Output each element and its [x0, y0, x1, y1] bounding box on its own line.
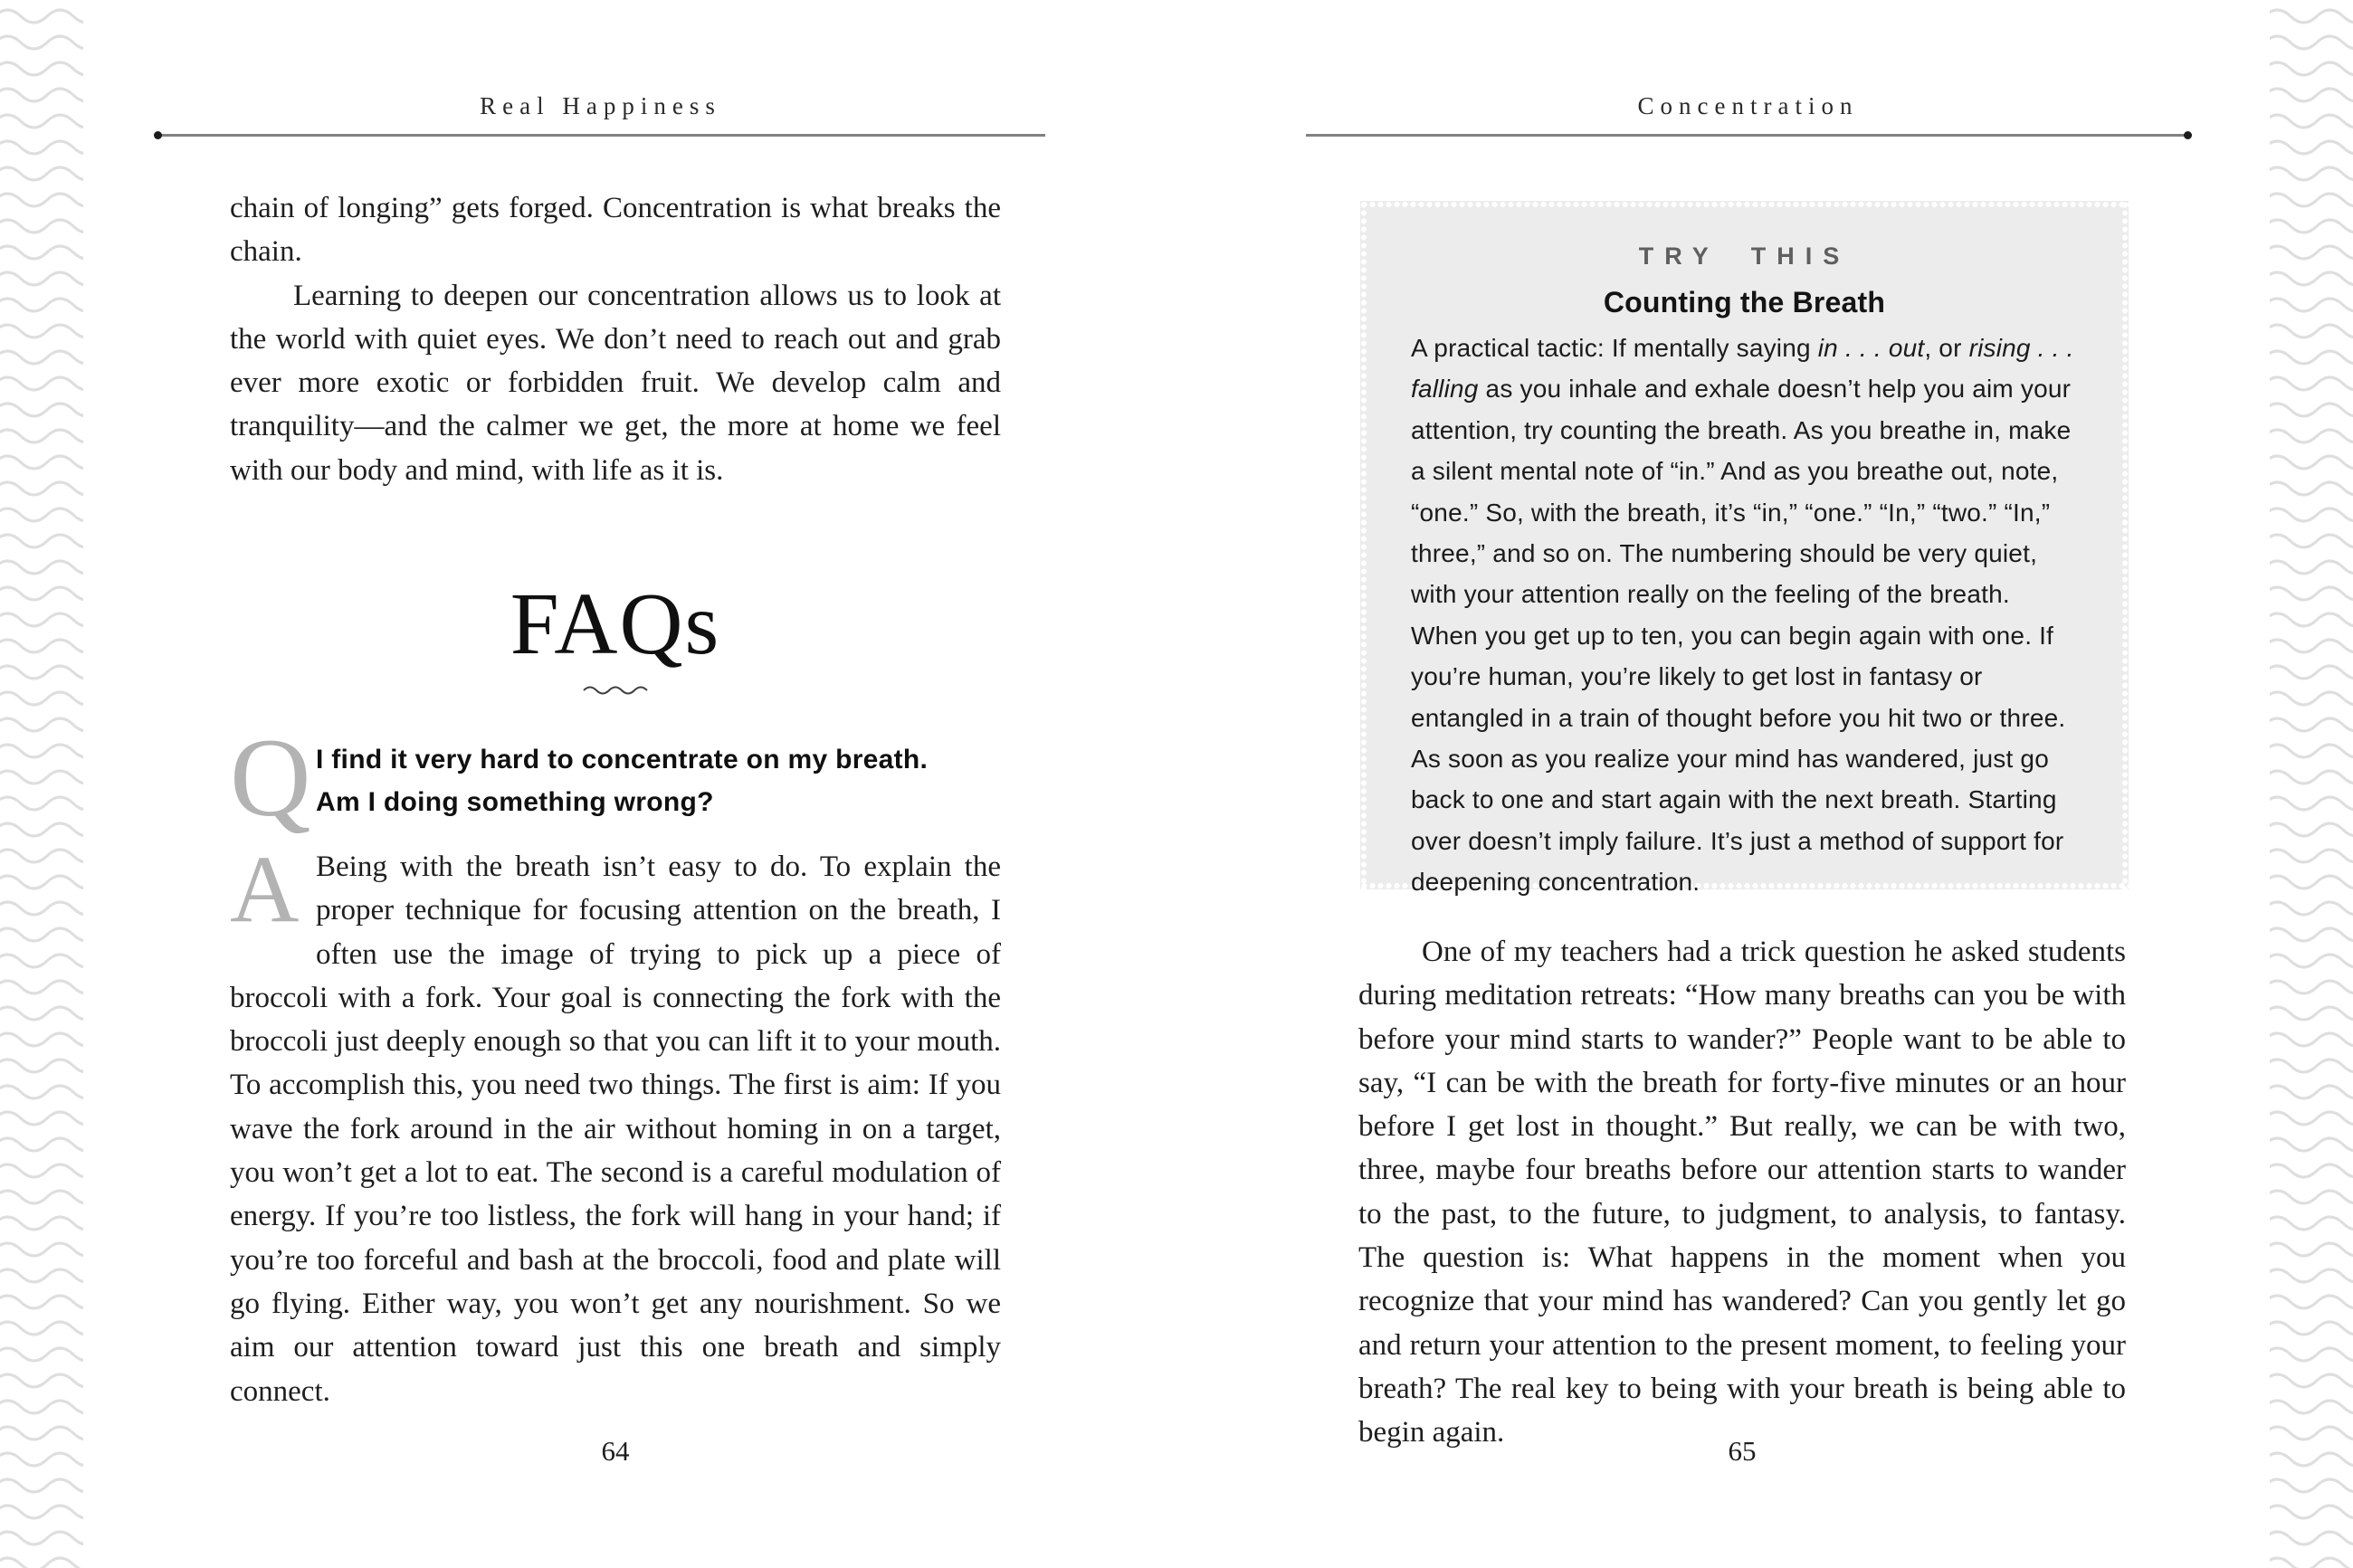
running-head-right: Concentration	[1637, 92, 1859, 119]
rule-end-dot-left	[154, 131, 162, 139]
faq-heading: FAQs	[510, 575, 721, 672]
page-number-left: 64	[601, 1435, 630, 1467]
paragraph-learning: Learning to deepen our concentration allows us to look at the world with quiet eyes. We don’t need to reach out and grab ever more exotic or forbidden fruit. We develop calm and tranquility—and the calmer we get, the more at home we feel with our body and mind, with life as it is.	[230, 279, 1001, 487]
question-text	[230, 716, 1044, 840]
try-this-label: TRY THIS	[1638, 242, 1851, 270]
left-body-text	[230, 186, 1001, 492]
paragraph-continued: chain of longing” gets forged. Concentration is what breaks the chain.	[230, 192, 1001, 269]
try-this-title: Counting the Breath	[1603, 286, 1886, 318]
answer-text: Being with the breath isn’t easy to do. To explain the proper technique for focusing attention on the breath, I often use the image of trying to pick up a piece of broccoli with a fork. Your goal is connecting the fork with the broccoli just deeply enough so that you can lift it to your mouth. To accomplish this, you need two things. The first is aim: If you wave the fork around in the air without homing in on a target, you won’t get a lot to eat. The second is a careful modulation of energy. If you’re too listless, the fork will hang in your hand; if you’re too forceful and bash at the broccoli, food and plate will go flying. Either way, you won’t get any nourishment. So we aim our attention toward just this one breath and simply connect.	[230, 851, 1001, 1408]
question-line: Am I doing something wrong?	[316, 787, 714, 817]
question-line: I find it very hard to concentrate on my breath.	[316, 745, 929, 774]
head-rule-right	[1306, 134, 2190, 137]
wave-pattern-right	[2270, 0, 2353, 1568]
faq-question-block	[230, 716, 1044, 840]
faq-answer-block	[230, 836, 1001, 1413]
left-page	[156, 0, 1045, 1568]
running-head-left: Real Happiness	[480, 92, 721, 119]
question-dropcap: Q	[230, 716, 311, 840]
page-number-right: 65	[1728, 1435, 1757, 1467]
rule-end-dot-right	[2184, 131, 2192, 139]
try-this-box	[1360, 201, 2129, 897]
right-page	[1306, 0, 2190, 1568]
head-rule-left	[156, 134, 1045, 137]
faq-squiggle-ornament-icon	[230, 684, 1001, 701]
right-body-text: One of my teachers had a trick question he asked students during meditation retreats: “How many breaths can you be with before your mind starts to wander?” People want to be able to say, “I can be with the breath for forty-five minutes or an hour before I get lost in thought.” But really, we can be with two, three, maybe four breaths before our attention starts to wander to the past, to the future, to judgment, to analysis, to fantasy. The question is: What happens in the moment when you recognize that your mind has wandered? Can you gently let go and return your attention to the present moment, to feeling your breath? The real key to being with your breath is being able to begin again.	[1358, 936, 2126, 1449]
wave-pattern-left	[0, 0, 83, 1568]
answer-dropcap: A	[230, 836, 300, 942]
try-this-body: A practical tactic: If mentally saying in . . . out, or rising . . . falling as you inhale and exhale doesn’t help you aim your attention, try counting the breath. As you breathe in, make a silent mental note of “in.” And as you breathe out, note, “one.” So, with the breath, it’s “in,” “one.” “In,” “two.” “In,” three,” and so on. The numbering should be very quiet, with your attention really on the feeling of the breath. When you get up to ten, you can begin again with one. If you’re human, you’re likely to get lost in fantasy or entangled in a train of thought before you hit two or three. As soon as you realize your mind has wandered, just go back to one and start again with the next breath. Starting over doesn’t imply failure. It’s just a method of support for deepening concentration.	[1411, 334, 2074, 897]
